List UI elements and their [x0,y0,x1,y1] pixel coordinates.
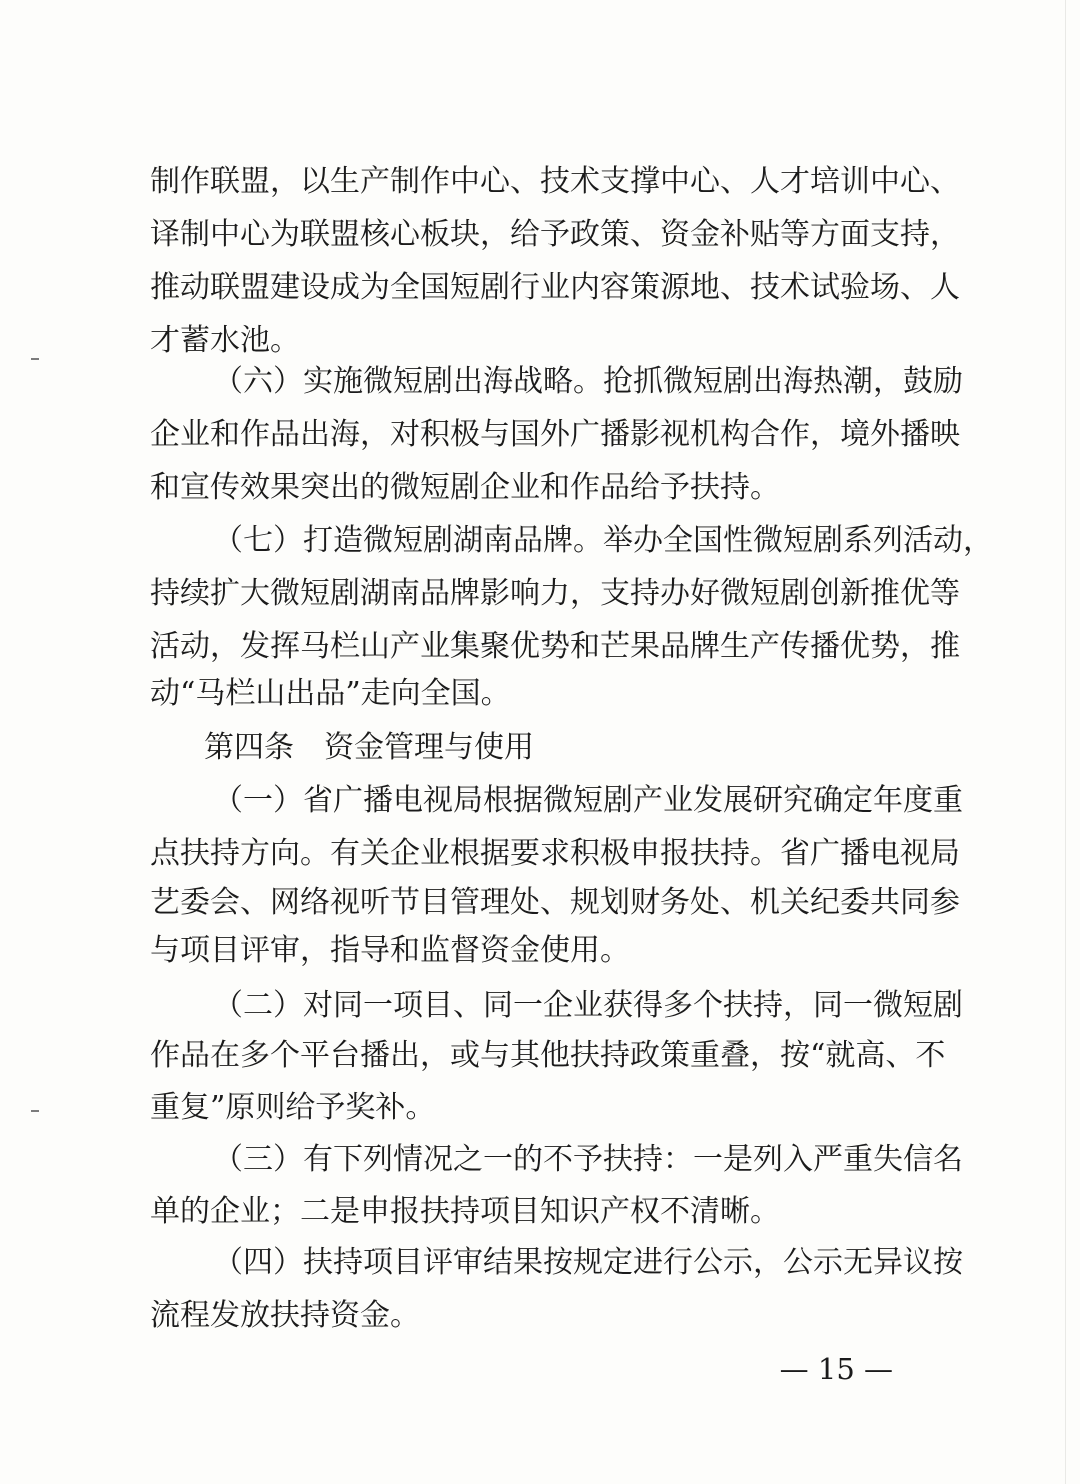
text-line: （四）扶持项目评审结果按规定进行公示，公示无异议按 [213,1245,963,1280]
text-line: 企业和作品出海，对积极与国外广播影视机构合作，境外播映 [150,417,960,452]
page-number: — 15 — [779,1352,893,1386]
text-line: 作品在多个平台播出，或与其他扶持政策重叠，按“就高、不 [150,1038,946,1073]
text-line: 点扶持方向。有关企业根据要求积极申报扶持。省广播电视局 [150,836,960,871]
text-line: 重复”原则给予奖补。 [150,1090,436,1125]
section-heading: 第四条 资金管理与使用 [204,730,534,765]
text-line: （六）实施微短剧出海战略。抢抓微短剧出海热潮，鼓励 [213,364,963,399]
text-line: 制作联盟，以生产制作中心、技术支撑中心、人才培训中心、 [150,164,960,199]
text-line: （二）对同一项目、同一企业获得多个扶持，同一微短剧 [213,988,963,1023]
text-line: 推动联盟建设成为全国短剧行业内容策源地、技术试验场、人 [150,270,960,305]
text-line: 流程发放扶持资金。 [150,1298,420,1333]
text-line: 与项目评审，指导和监督资金使用。 [150,933,630,968]
text-line: （七）打造微短剧湖南品牌。举办全国性微短剧系列活动， [213,523,993,558]
text-line: 活动，发挥马栏山产业集聚优势和芒果品牌生产传播优势，推 [150,629,960,664]
scan-edge-line [1065,0,1066,1484]
text-line: 译制中心为联盟核心板块，给予政策、资金补贴等方面支持， [150,217,960,252]
scan-mark [31,1110,39,1112]
text-line: 和宣传效果突出的微短剧企业和作品给予扶持。 [150,470,780,505]
text-line: 持续扩大微短剧湖南品牌影响力，支持办好微短剧创新推优等 [150,576,960,611]
text-line: 动“马栏山出品”走向全国。 [150,676,511,711]
scan-mark [31,358,39,360]
text-line: （一）省广播电视局根据微短剧产业发展研究确定年度重 [213,783,963,818]
text-line: 单的企业；二是申报扶持项目知识产权不清晰。 [150,1194,780,1229]
text-line: 才蓄水池。 [150,323,300,358]
text-line: 艺委会、网络视听节目管理处、规划财务处、机关纪委共同参 [150,885,960,920]
text-line: （三）有下列情况之一的不予扶持：一是列入严重失信名 [213,1142,963,1177]
